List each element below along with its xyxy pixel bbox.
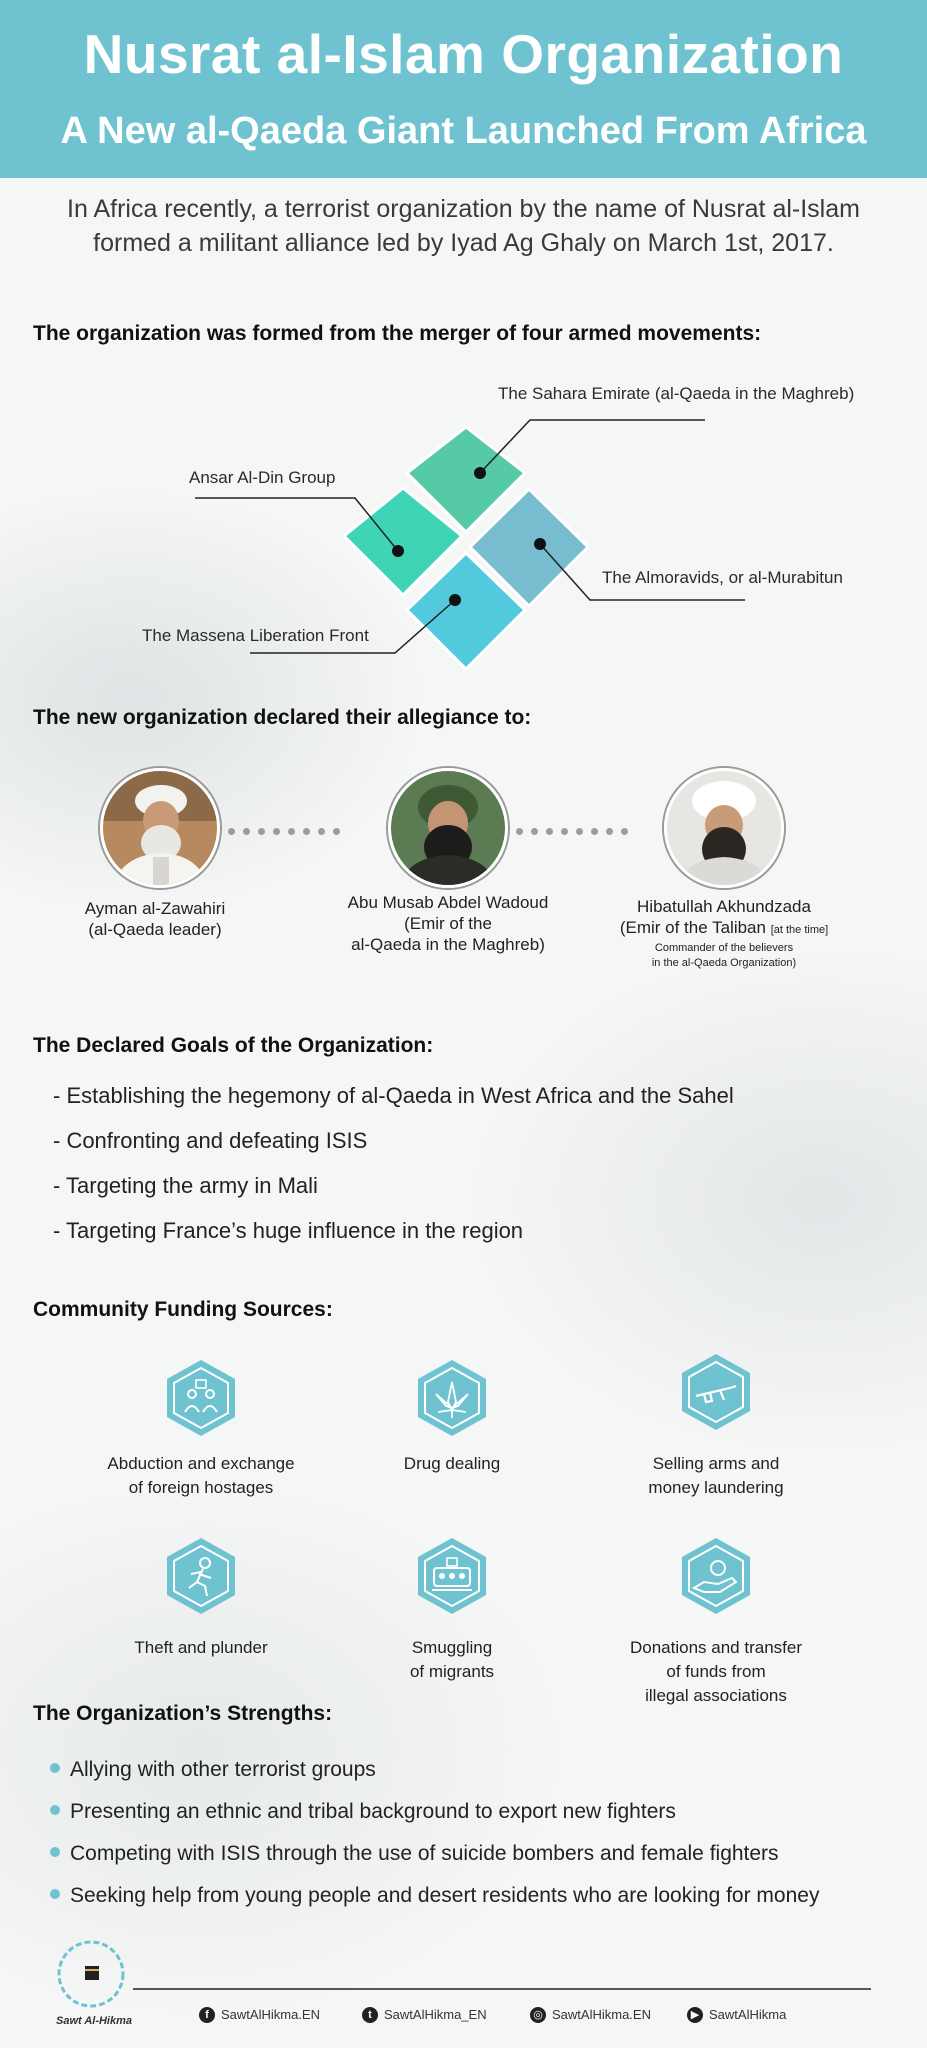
funding-hostages-label — [81, 1452, 321, 1500]
dot-sahara — [474, 467, 486, 479]
social-handle: SawtAlHikma_EN — [384, 2007, 487, 2023]
sawt-al-hikma-logo-icon — [54, 1940, 128, 2017]
label-line: Theft and plunder — [134, 1638, 268, 1657]
goal-item: - Targeting the army in Mali — [53, 1173, 318, 1198]
strength-text: Allying with other terrorist groups — [70, 1758, 376, 1781]
avatar-wadoud — [388, 768, 508, 888]
dot-massena — [449, 594, 461, 606]
allegiance-heading: The new organization declared their allegiance to: — [33, 706, 532, 729]
strength-text: Seeking help from young people and desert residents who are looking for money — [70, 1884, 820, 1907]
label-line: Drug dealing — [403, 1454, 501, 1473]
leader-wadoud — [328, 892, 568, 955]
leader-akhundzada — [590, 896, 858, 971]
avatar-zawahiri — [100, 768, 220, 888]
bullet-icon — [50, 1889, 60, 1899]
funding-heading: Community Funding Sources: — [33, 1298, 333, 1321]
strength-item — [50, 1842, 779, 1866]
label-line: of foreign hostages — [128, 1478, 274, 1497]
social-instagram[interactable] — [530, 2006, 651, 2023]
strength-item — [50, 1884, 819, 1908]
drug-leaf-icon — [416, 1358, 488, 1438]
label-line: Donations and transfer — [630, 1638, 802, 1657]
dot-almoravids — [534, 538, 546, 550]
social-youtube[interactable] — [687, 2006, 786, 2023]
goal-item: - Confronting and defeating ISIS — [53, 1128, 368, 1153]
youtube-icon: ▶ — [687, 2007, 703, 2023]
intro-paragraph: In Africa recently, a terrorist organization by the name of Nusrat al-Islam formed a militant alliance led by Iyad Ag Ghaly on March 1st, 2017. — [67, 195, 860, 257]
label-almoravids: The Almoravids, or al-Murabitun — [602, 568, 843, 587]
hostage-exchange-icon — [165, 1358, 237, 1438]
strengths-heading: The Organization’s Strengths: — [33, 1702, 333, 1725]
social-handle: SawtAlHikma.EN — [221, 2007, 320, 2023]
funding-donations-label — [596, 1636, 836, 1708]
footer-divider — [133, 1988, 871, 1990]
label-line: Selling arms and — [652, 1454, 780, 1473]
bullet-icon — [50, 1805, 60, 1815]
facebook-icon: f — [199, 2007, 215, 2023]
label-line: Smuggling — [411, 1638, 493, 1657]
label-ansar: Ansar Al-Din Group — [189, 468, 336, 487]
leader-name: Hibatullah Akhundzada — [637, 897, 811, 916]
leader-role-line1: (Emir of the — [404, 914, 492, 933]
header-banner — [0, 0, 927, 178]
dot-ansar — [392, 545, 404, 557]
strength-item — [50, 1758, 376, 1782]
label-line: of migrants — [409, 1662, 495, 1681]
funding-arms-label — [596, 1452, 836, 1500]
strength-text: Competing with ISIS through the use of suicide bombers and female fighters — [70, 1842, 779, 1865]
leader-note-line2: in the al-Qaeda Organization) — [651, 957, 797, 969]
leader-role: (al-Qaeda leader) — [88, 920, 222, 939]
leader-note-line1: Commander of the believers — [654, 942, 794, 954]
strength-item — [50, 1800, 676, 1824]
page-title: Nusrat al-Islam Organization — [83, 23, 844, 85]
page-subtitle: A New al-Qaeda Giant Launched From Africa — [60, 110, 867, 152]
label-line: Abduction and exchange — [107, 1454, 295, 1473]
leader-role-note: [at the time] — [770, 924, 829, 936]
connector-dots-2 — [516, 822, 636, 832]
label-line: money laundering — [648, 1478, 784, 1497]
leader-role-line — [590, 917, 858, 941]
twitter-icon: t — [362, 2007, 378, 2023]
leader-name: Abu Musab Abdel Wadoud — [347, 893, 549, 912]
social-facebook[interactable] — [199, 2006, 320, 2023]
label-sahara: The Sahara Emirate (al-Qaeda in the Maghreb) — [498, 384, 855, 403]
social-handle: SawtAlHikma — [709, 2007, 787, 2023]
merger-diagram — [0, 360, 927, 690]
logo-text: Sawt Al-Hikma — [56, 2015, 133, 2027]
label-line: illegal associations — [645, 1686, 787, 1705]
social-twitter[interactable] — [362, 2006, 487, 2023]
rifle-icon — [680, 1352, 752, 1432]
social-handle: SawtAlHikma.EN — [552, 2007, 651, 2023]
connector-dots-1 — [228, 822, 348, 832]
bullet-icon — [50, 1763, 60, 1773]
leader-name: Ayman al-Zawahiri — [84, 899, 226, 918]
donation-hand-icon — [680, 1536, 752, 1616]
funding-theft-label — [81, 1636, 321, 1660]
avatar-akhundzada — [664, 768, 784, 888]
label-massena: The Massena Liberation Front — [142, 626, 369, 645]
funding-migrants-label — [332, 1636, 572, 1684]
goal-item: - Establishing the hegemony of al-Qaeda in West Africa and the Sahel — [53, 1083, 734, 1108]
leader-zawahiri — [55, 898, 255, 940]
thief-icon — [165, 1536, 237, 1616]
strength-text: Presenting an ethnic and tribal background to export new fighters — [70, 1800, 676, 1823]
goals-heading: The Declared Goals of the Organization: — [33, 1034, 434, 1057]
funding-drugs-label — [332, 1452, 572, 1476]
instagram-icon: ◎ — [530, 2007, 546, 2023]
migrants-icon — [416, 1536, 488, 1616]
label-line: of funds from — [666, 1662, 766, 1681]
merger-heading: The organization was formed from the merger of four armed movements: — [33, 322, 762, 345]
bullet-icon — [50, 1847, 60, 1857]
diamond-graphic — [0, 360, 927, 690]
leader-role: (Emir of the Taliban — [619, 918, 766, 937]
goal-item: - Targeting France’s huge influence in the region — [53, 1218, 524, 1243]
leader-role-line2: al-Qaeda in the Maghreb) — [351, 935, 545, 954]
